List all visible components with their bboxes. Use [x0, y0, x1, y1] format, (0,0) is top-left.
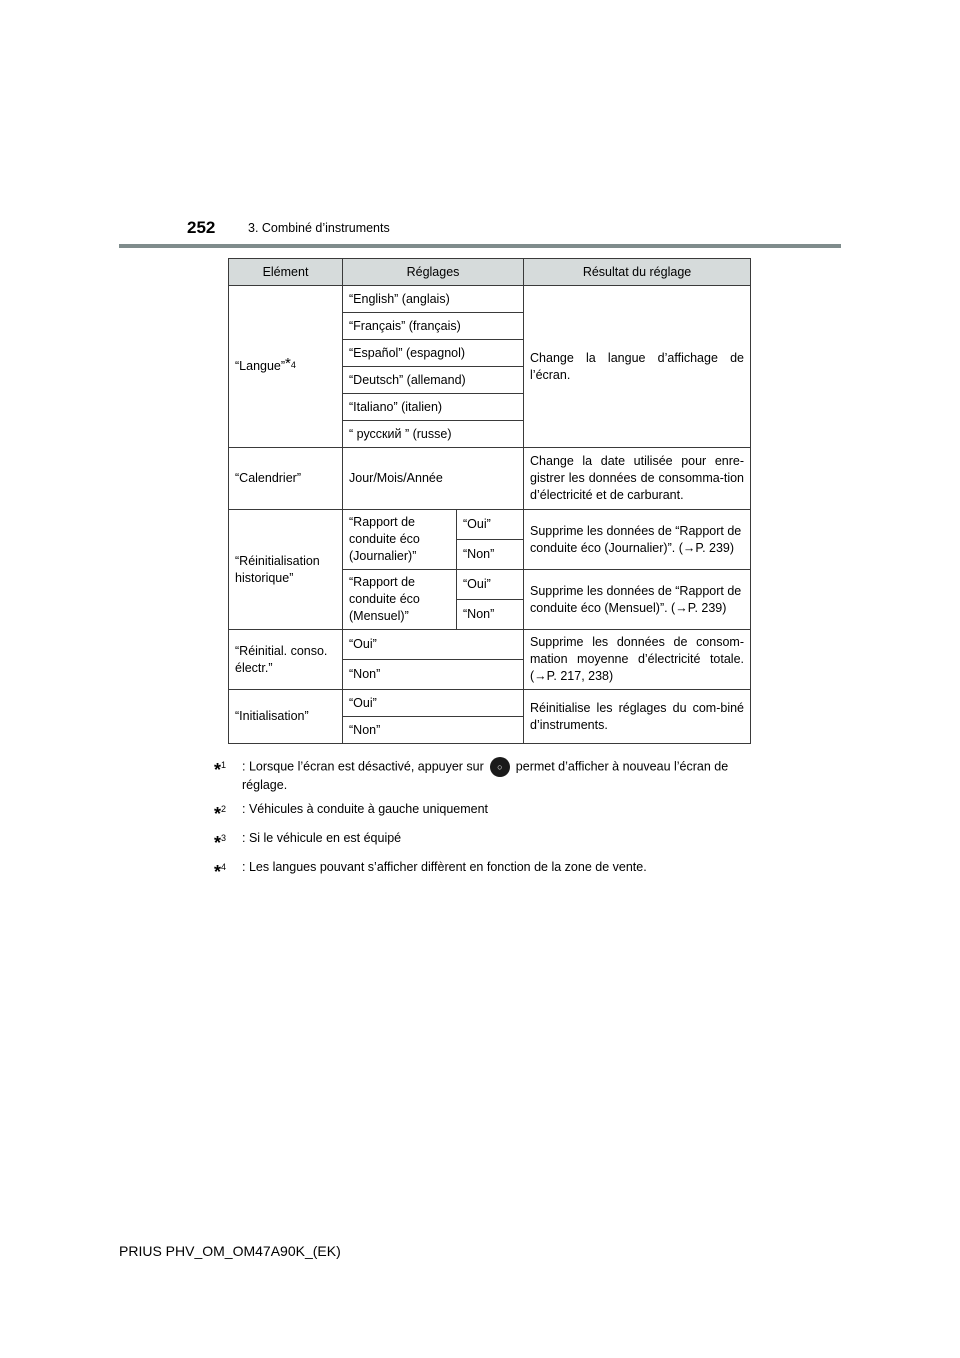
result-mensuel: Supprime les données de “Rapport de conduite éco (Mensuel)”. (→P. 239) — [524, 570, 751, 630]
table-header-row — [229, 259, 751, 286]
result-calendrier: Change la date utilisée pour enre-gistrer les données de consomma-tion d’électricité et de carburant. — [524, 448, 751, 510]
footnote-mark: *$^4$ — [214, 862, 227, 882]
footnote — [214, 859, 754, 881]
page-number: 252 — [187, 218, 216, 237]
footnote — [214, 801, 754, 823]
option-non: “Non” — [343, 660, 524, 690]
footnote-mark: *$^1$ — [214, 760, 227, 780]
footnote-number: 4 — [221, 862, 227, 872]
document-code: PRIUS PHV_OM_OM47A90K_(EK) — [119, 1243, 341, 1259]
item-reinit-conso: “Réinitial. conso. électr.” — [229, 630, 343, 690]
note-ref-asterisk: *4 — [285, 355, 296, 372]
setting-option: “English” (anglais) — [343, 286, 524, 313]
column-header-element: Elément — [229, 259, 343, 286]
footnote-mark: *$^3$ — [214, 833, 227, 853]
footnote-number: 3 — [221, 833, 227, 843]
setting-calendrier: Jour/Mois/Année — [343, 448, 524, 510]
table-row — [229, 690, 751, 717]
column-header-reglages: Réglages — [343, 259, 524, 286]
option-oui: “Oui” — [343, 630, 524, 660]
setting-option: “ русский ” (russe) — [343, 421, 524, 448]
table-row — [229, 630, 751, 660]
option-non: “Non” — [457, 540, 524, 570]
footnote-text-after: permet d’afficher à nouveau l’écran de réglage. — [242, 759, 729, 792]
footnote-number: 2 — [221, 804, 227, 814]
option-non: “Non” — [343, 717, 524, 744]
footnote — [214, 830, 754, 852]
option-oui: “Oui” — [457, 570, 524, 600]
setting-journalier: “Rapport de conduite éco (Journalier)” — [343, 510, 457, 570]
footnote-text — [242, 757, 754, 794]
footnote-text: : Les langues pouvant s’afficher diffèrent en fonction de la zone de vente. — [242, 860, 647, 874]
footnote-mark: *$^2$ — [214, 804, 227, 824]
item-reinit-historique: “Réinitialisation historique” — [229, 510, 343, 630]
footnote-text-before: : Lorsque l’écran est désactivé, appuyer sur — [242, 759, 484, 774]
item-calendrier: “Calendrier” — [229, 448, 343, 510]
option-oui: “Oui” — [343, 690, 524, 717]
result-initialisation: Réinitialise les réglages du com-biné d’instruments. — [524, 690, 751, 744]
footnote-text: : Si le véhicule en est équipé — [242, 831, 402, 845]
result-reinit-conso: Supprime les données de consom-mation moyenne d’électricité totale. (→P. 217, 238) — [524, 630, 751, 690]
footnotes — [214, 757, 754, 888]
item-langue — [229, 286, 343, 448]
table-row — [229, 286, 751, 313]
note-ref-number: 4 — [290, 360, 296, 370]
option-non: “Non” — [457, 600, 524, 630]
setting-option: “Français” (français) — [343, 313, 524, 340]
setting-option: “Deutsch” (allemand) — [343, 367, 524, 394]
option-oui: “Oui” — [457, 510, 524, 540]
footnote-number: 1 — [221, 760, 227, 770]
footnote-text: : Véhicules à conduite à gauche uniquement — [242, 802, 489, 816]
setting-mensuel: “Rapport de conduite éco (Mensuel)” — [343, 570, 457, 630]
table-row — [229, 448, 751, 510]
footnote — [214, 757, 754, 794]
setting-option: “Español” (espagnol) — [343, 340, 524, 367]
section-title: 3. Combiné d’instruments — [248, 221, 390, 235]
setting-option: “Italiano” (italien) — [343, 394, 524, 421]
result-langue: Change la langue d’affichage de l’écran. — [524, 286, 751, 448]
table-row — [229, 510, 751, 540]
item-initialisation: “Initialisation” — [229, 690, 343, 744]
display-button-icon: ○ — [490, 757, 510, 777]
item-langue-label: “Langue” — [235, 359, 286, 373]
header-rule — [119, 244, 841, 248]
settings-table — [228, 258, 751, 744]
column-header-resultat: Résultat du réglage — [524, 259, 751, 286]
result-journalier: Supprime les données de “Rapport de conduite éco (Journalier)”. (→P. 239) — [524, 510, 751, 570]
